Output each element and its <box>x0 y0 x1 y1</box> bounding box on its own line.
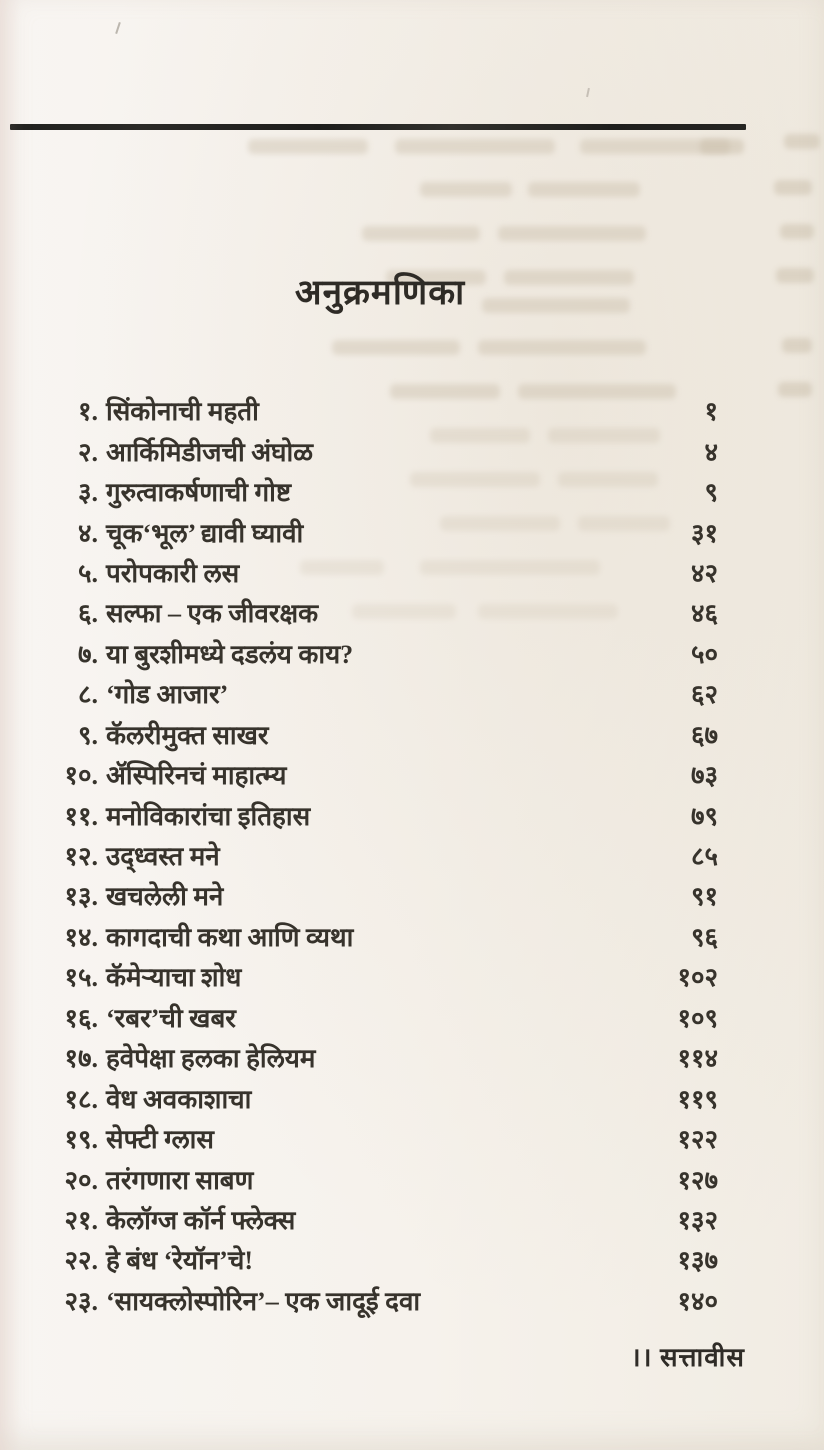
toc-entry <box>40 511 718 551</box>
toc-entry-page: १३७ <box>677 1246 718 1276</box>
toc-entry-page: ९६ <box>690 922 718 952</box>
toc-entry-page: १०९ <box>677 1003 718 1033</box>
toc-entry-page: ८५ <box>690 842 718 872</box>
toc-entry-number: २०. <box>64 1165 98 1195</box>
toc-entry-number: २१. <box>64 1205 98 1235</box>
toc-entry-page: १२२ <box>677 1125 718 1155</box>
toc-entry-number: १८. <box>64 1084 98 1114</box>
toc-entry-title: वेध अवकाशाचा <box>106 1084 252 1114</box>
toc-entry <box>40 835 718 875</box>
toc-entry-title: गुरुत्वाकर्षणाची गोष्ट <box>106 478 292 508</box>
toc-entry <box>40 1158 718 1198</box>
toc-entry-number: १५. <box>64 963 98 993</box>
toc-entry-title: चूक‘भूल’ द्यावी घ्यावी <box>106 518 304 548</box>
toc-entry-number: ८. <box>77 680 98 710</box>
toc-entry-number: ३. <box>77 478 98 508</box>
toc-entry-page: ७३ <box>690 761 718 791</box>
toc-entry-number: १४. <box>64 922 98 952</box>
toc-entry-title: खचलेली मने <box>106 882 224 912</box>
toc-entry <box>40 875 718 915</box>
toc-entry-title: हवेपेक्षा हलका हेलियम <box>106 1044 316 1074</box>
toc-entry-title: तरंगणारा साबण <box>106 1165 254 1195</box>
toc-entry-number: १३. <box>64 882 98 912</box>
toc-entry <box>40 592 718 632</box>
toc-entry <box>40 1037 718 1077</box>
toc-entry <box>40 633 718 673</box>
toc-entry-page: ११९ <box>677 1084 718 1114</box>
toc-entry-number: १६. <box>64 1003 98 1033</box>
toc-entry <box>40 430 718 470</box>
toc-entry-page: १४० <box>677 1286 718 1316</box>
toc-entry-number: १७. <box>64 1044 98 1074</box>
toc-entry-number: ५. <box>77 558 98 588</box>
toc-entry <box>40 714 718 754</box>
scan-speck <box>115 22 121 34</box>
toc-entry <box>40 1239 718 1279</box>
toc-entry <box>40 916 718 956</box>
toc-entry-title: सेफ्टी ग्लास <box>106 1125 214 1155</box>
toc-entry-title: सल्फा – एक जीवरक्षक <box>106 599 319 629</box>
toc-entry-title: कॅमेऱ्याचा शोध <box>106 963 242 993</box>
page-number-footer: ।। सत्तावीस <box>630 1343 745 1372</box>
toc-entry-title: उद्ध्वस्त मने <box>106 842 220 872</box>
toc-entry-title: कागदाची कथा आणि व्यथा <box>106 922 354 952</box>
toc-entry-number: १०. <box>64 761 98 791</box>
toc-entry-page: ५० <box>690 639 718 669</box>
scan-speck <box>586 88 590 97</box>
toc-entry-page: ९१ <box>690 882 718 912</box>
toc-entry-title: आर्किमिडीजची अंघोळ <box>106 437 313 467</box>
toc-entry <box>40 794 718 834</box>
toc-entry-page: ४ <box>704 437 718 467</box>
toc-entry-page: ७९ <box>690 801 718 831</box>
toc-entry-title: केलॉग्ज कॉर्न फ्लेक्स <box>106 1205 296 1235</box>
toc-entry-title: परोपकारी लस <box>106 558 240 588</box>
toc-entry-page: ४६ <box>690 599 718 629</box>
toc-entry <box>40 552 718 592</box>
toc-entry <box>40 1280 718 1320</box>
toc-entry-number: ४. <box>77 518 98 548</box>
toc-entry-number: २. <box>77 437 98 467</box>
toc-entry <box>40 471 718 511</box>
toc-entry <box>40 1199 718 1239</box>
toc-entry-title: मनोविकारांचा इतिहास <box>106 801 311 831</box>
toc-entry-number: १. <box>77 397 98 427</box>
toc-entry-title: ‘सायक्लोस्पोरिन’– एक जादूई दवा <box>106 1286 421 1316</box>
toc-entry-page: ४२ <box>690 558 718 588</box>
toc-entry-page: १३२ <box>677 1205 718 1235</box>
toc-entry-number: ११. <box>64 801 98 831</box>
toc-entry-page: १०२ <box>677 963 718 993</box>
toc-entry <box>40 390 718 430</box>
toc-entry-page: ६२ <box>690 680 718 710</box>
toc-entry-title: या बुरशीमध्ये दडलंय काय? <box>106 639 354 669</box>
toc-entry <box>40 673 718 713</box>
page-title: अनुक्रमणिका <box>294 273 466 312</box>
toc-entry-page: १ <box>704 397 718 427</box>
toc-entry-page: ९ <box>704 478 718 508</box>
top-horizontal-rule <box>10 124 746 130</box>
toc-entry-page: ६७ <box>690 720 718 750</box>
toc-entry-number: २२. <box>64 1246 98 1276</box>
toc-entry-number: ७. <box>77 639 98 669</box>
toc-entry-title: सिंकोनाची महती <box>106 397 259 427</box>
toc-entry-number: २३. <box>64 1286 98 1316</box>
toc-entry-title: ॲस्पिरिनचं माहात्म्य <box>106 761 287 791</box>
toc-entry <box>40 956 718 996</box>
toc-entry-number: ९. <box>77 720 98 750</box>
toc-entry-page: ३१ <box>690 518 718 548</box>
toc-entry-page: १२७ <box>677 1165 718 1195</box>
toc-entry-number: १२. <box>64 842 98 872</box>
toc-entry-page: ११४ <box>677 1044 718 1074</box>
toc-entry <box>40 997 718 1037</box>
toc-entry-title: ‘गोड आजार’ <box>106 680 229 710</box>
toc-entry-title: हे बंध ‘रेयॉन’चे! <box>106 1246 254 1276</box>
toc-list <box>40 390 718 1320</box>
toc-entry-number: ६. <box>77 599 98 629</box>
toc-entry-title: कॅलरीमुक्त साखर <box>106 720 269 750</box>
toc-entry-title: ‘रबर’ची खबर <box>106 1003 236 1033</box>
toc-entry <box>40 1077 718 1117</box>
toc-entry <box>40 754 718 794</box>
toc-entry <box>40 1118 718 1158</box>
toc-entry-number: १९. <box>64 1125 98 1155</box>
